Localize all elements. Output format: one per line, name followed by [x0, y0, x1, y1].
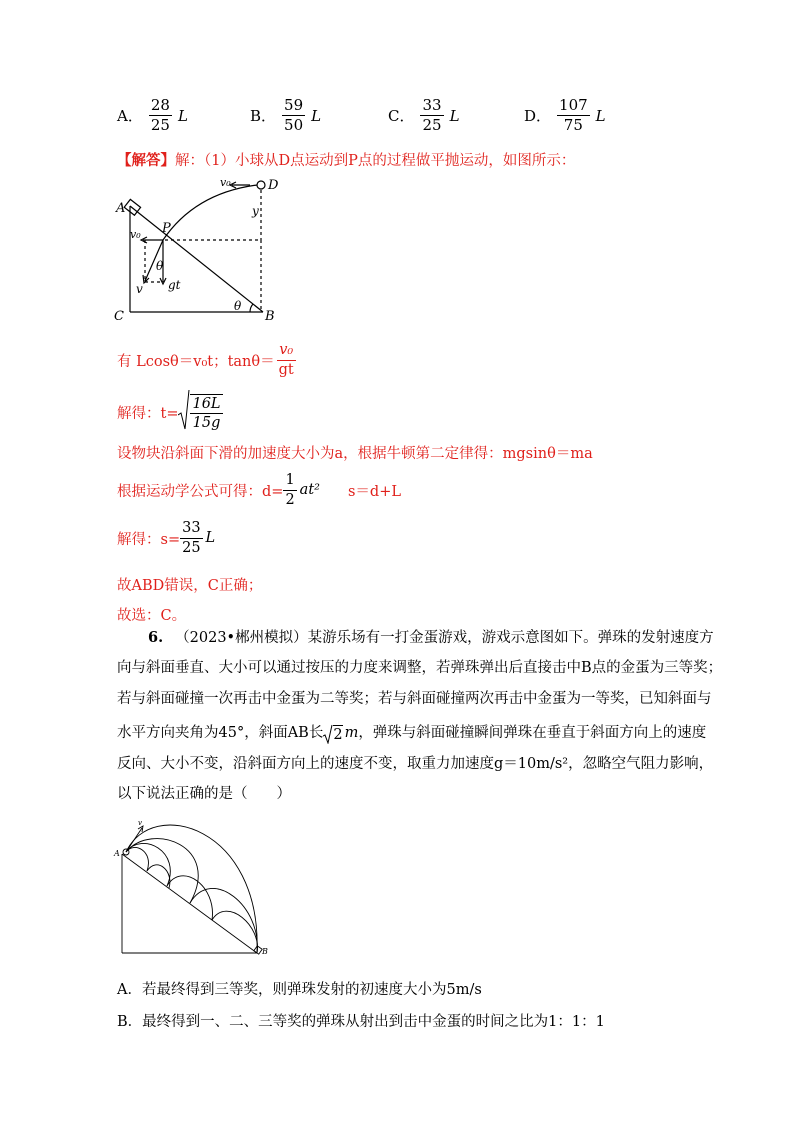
sqrt-sign: [178, 389, 190, 435]
kin-prefix: 根据运动学公式可得：d=: [117, 483, 284, 500]
sqrt-value: 2: [333, 726, 343, 743]
line-4-a: 水平方向夹角为45°，斜面AB长: [117, 725, 324, 741]
answer-b: B．最终得到一、二、三等奖的弹珠从射出到击中金蛋的时间之比为1：1：1: [117, 1014, 605, 1030]
radical-icon: [178, 389, 190, 431]
question-line-1-text: （2023•郴州模拟）某游乐场有一打金蛋游戏，游戏示意图如下。弹珠的发射速度方: [175, 630, 714, 646]
question-6-line-3: 若与斜面碰撞一次再击中金蛋为二等奖；若与斜面碰撞两次再击中金蛋为一等奖，已知斜面与: [117, 691, 712, 707]
variable: L: [177, 106, 188, 125]
ball-d: [257, 181, 265, 189]
trajectory-one-bounce-b: [190, 888, 257, 953]
option-c: [388, 98, 460, 133]
label-b: B: [262, 947, 268, 956]
option-b: [250, 98, 321, 133]
label-d: D: [268, 178, 279, 193]
option-label: A．: [117, 107, 143, 125]
option-label: C．: [388, 107, 415, 125]
acceleration-line: 设物块沿斜面下滑的加速度大小为a，根据牛顿第二定律得：mgsinθ＝ma: [117, 446, 593, 462]
kin-fraction: $\frac{1}{2}$: [285, 472, 295, 508]
question-6-line-5: 反向、大小不变，沿斜面方向上的速度不变，取重力加速度g＝10m/s²，忽略空气阻力影响，: [117, 756, 714, 772]
solution-tag: 【解答】: [117, 152, 175, 169]
arcade-incline-figure: [112, 816, 272, 961]
label-c: C: [114, 309, 124, 324]
radical-icon: [323, 724, 333, 744]
option-label: B．: [250, 107, 277, 125]
line-4-b: ，弹珠与斜面碰撞瞬间弹珠在垂直于斜面方向上的速度: [358, 725, 707, 741]
fraction: $\frac{28}{25}$: [150, 96, 170, 134]
solve1-prefix: 解得：t=: [117, 405, 179, 422]
label-a: A: [116, 201, 126, 216]
eq1-prefix: 有 Lcosθ＝v₀t；tanθ＝: [117, 353, 275, 370]
trajectory-two-bounce-b: [167, 876, 212, 920]
label-gt: gt: [168, 278, 181, 292]
solve-2: [117, 521, 215, 555]
unit-m: m: [344, 725, 359, 741]
solve2-prefix: 解得：s=: [117, 531, 181, 548]
variable: L: [311, 106, 322, 125]
label-theta-mid: θ: [156, 259, 164, 273]
fraction: $\frac{59}{50}$: [284, 96, 304, 134]
sqrt-two: [323, 724, 342, 744]
variable: L: [595, 106, 606, 125]
final-choice: 故选：C。: [117, 608, 187, 624]
label-v: v: [136, 282, 143, 296]
option-d: [524, 98, 606, 133]
label-v: v: [138, 819, 142, 827]
option-label: D．: [524, 107, 552, 125]
fraction: $\frac{33}{25}$: [422, 96, 442, 134]
label-y: y: [252, 204, 259, 218]
solve-1: [117, 389, 223, 435]
conclusion: 故ABD错误，C正确；: [117, 578, 263, 594]
incline-ab: [130, 206, 263, 312]
option-a: [117, 98, 188, 133]
solution-intro: [117, 149, 575, 170]
label-theta-bottom: θ: [234, 299, 242, 313]
question-number: 6.: [148, 629, 164, 646]
variable: L: [449, 106, 460, 125]
question-6-line-1: [148, 622, 714, 654]
fraction: $\frac{107}{75}$: [559, 96, 588, 134]
theta-arc: [250, 304, 253, 312]
eq1-fraction: $\frac{\text{v₀}}{gt}$: [278, 342, 294, 378]
label-v0-top: v₀: [220, 176, 231, 189]
label-a: A: [114, 849, 120, 858]
incline-ab: [122, 854, 257, 953]
trajectory-small-b: [147, 865, 170, 888]
label-p: P: [162, 221, 171, 236]
kin-second: s＝d+L: [347, 483, 401, 500]
trajectory-one-bounce-a: [126, 839, 198, 903]
trajectory-curve: [163, 185, 257, 240]
trajectory-direct: [126, 825, 257, 953]
question-6-line-2: 向与斜面垂直、大小可以通过按压的力度来调整，若弹珠弹出后直接击中B点的金蛋为三等奖；: [117, 660, 723, 676]
solve2-var: L: [205, 530, 216, 546]
solve1-fraction: $\frac{16L}{15g}$: [192, 395, 221, 431]
kin-term: at²: [299, 482, 320, 498]
question-6-line-4: [117, 718, 706, 749]
label-v0-left: v₀: [130, 228, 141, 241]
question-6-line-6: 以下说法正确的是（ ）: [117, 786, 291, 802]
solve2-fraction: $\frac{33}{25}$: [182, 520, 201, 556]
projectile-figure: [110, 168, 290, 324]
equation-1: [117, 343, 296, 377]
solution-intro-text: 解：（1）小球从D点运动到P点的过程做平抛运动，如图所示：: [175, 153, 576, 169]
label-b: B: [265, 309, 275, 324]
answer-a: A．若最终得到三等奖，则弹珠发射的初速度大小为5m/s: [117, 982, 482, 998]
kinematics-line: [117, 473, 401, 507]
